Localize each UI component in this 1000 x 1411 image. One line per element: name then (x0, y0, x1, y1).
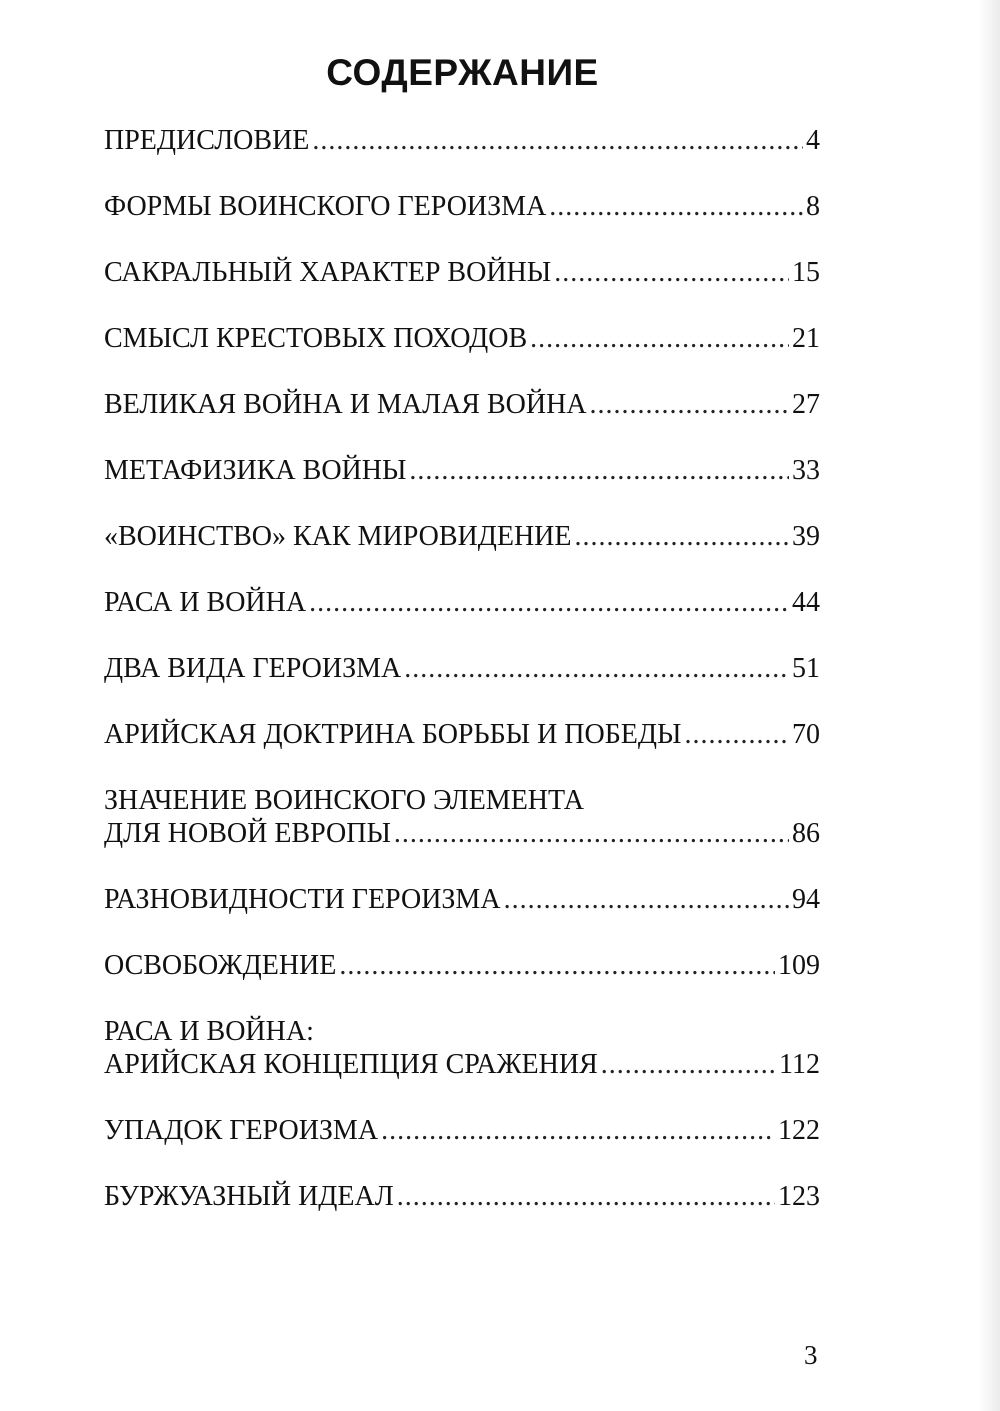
toc-entry-title: ДВА ВИДА ГЕРОИЗМА (104, 653, 402, 684)
toc-entry-page: 39 (792, 521, 820, 552)
toc-entry-page: 4 (806, 125, 820, 156)
toc-entry (104, 949, 820, 982)
toc-entry-title: МЕТАФИЗИКА ВОЙНЫ (104, 455, 407, 486)
toc-entry-title: «ВОИНСТВО» КАК МИРОВИДЕНИЕ (104, 521, 572, 552)
toc-entry-title: ВЕЛИКАЯ ВОЙНА И МАЛАЯ ВОЙНА (104, 389, 587, 420)
toc-entry (104, 520, 820, 553)
toc-entry-page: 109 (778, 950, 820, 981)
toc-entry-title: РАСА И ВОЙНА (104, 587, 307, 618)
toc-entry (104, 1114, 820, 1147)
toc-entry-title: САКРАЛЬНЫЙ ХАРАКТЕР ВОЙНЫ (104, 257, 552, 288)
toc-entry (104, 586, 820, 619)
toc-entry (104, 652, 820, 685)
toc-entry (104, 1180, 820, 1213)
page-number: 3 (804, 1340, 818, 1370)
toc-entry-page: 70 (792, 719, 820, 750)
dot-leader (312, 124, 803, 157)
dot-leader (530, 322, 789, 355)
toc-entry-page: 122 (778, 1115, 820, 1146)
toc-entry-page: 94 (792, 884, 820, 915)
toc-entry-title: ФОРМЫ ВОИНСКОГО ГЕРОИЗМА (104, 191, 547, 222)
dot-leader (504, 883, 789, 916)
toc-entry-page: 33 (792, 455, 820, 486)
toc-entry (104, 1015, 820, 1081)
toc-entry (104, 388, 820, 421)
toc-entry (104, 718, 820, 751)
toc-entry-title-line1: РАСА И ВОЙНА: (104, 1016, 314, 1047)
toc-entry (104, 256, 820, 289)
dot-leader (409, 454, 789, 487)
dot-leader (397, 1180, 775, 1213)
toc-entry-title: АРИЙСКАЯ КОНЦЕПЦИЯ СРАЖЕНИЯ (104, 1049, 598, 1080)
contents-heading: СОДЕРЖАНИЕ (326, 52, 599, 93)
table-of-contents (104, 124, 820, 1246)
toc-entry (104, 784, 820, 850)
toc-entry-title: ДЛЯ НОВОЙ ЕВРОПЫ (104, 818, 391, 849)
toc-entry (104, 883, 820, 916)
toc-entry-title: ПРЕДИСЛОВИЕ (104, 125, 310, 156)
toc-entry-page: 51 (792, 653, 820, 684)
toc-entry-title: СМЫСЛ КРЕСТОВЫХ ПОХОДОВ (104, 323, 528, 354)
toc-entry (104, 454, 820, 487)
toc-entry-title: УПАДОК ГЕРОИЗМА (104, 1115, 379, 1146)
dot-leader (339, 949, 775, 982)
dot-leader (574, 520, 789, 553)
toc-entry-title: ОСВОБОЖДЕНИЕ (104, 950, 337, 981)
dot-leader (549, 190, 803, 223)
toc-entry-title: РАЗНОВИДНОСТИ ГЕРОИЗМА (104, 884, 501, 915)
toc-entry-page: 21 (792, 323, 820, 354)
dot-leader (309, 586, 789, 619)
toc-entry-preface (104, 124, 820, 157)
toc-entry-page: 15 (792, 257, 820, 288)
dot-leader (404, 652, 789, 685)
toc-entry-page: 112 (779, 1049, 820, 1080)
toc-entry-page: 8 (806, 191, 820, 222)
dot-leader (394, 817, 789, 850)
dot-leader (554, 256, 789, 289)
toc-entry-title: БУРЖУАЗНЫЙ ИДЕАЛ (104, 1181, 394, 1212)
toc-entry-title-line1: ЗНАЧЕНИЕ ВОИНСКОГО ЭЛЕМЕНТА (104, 785, 584, 816)
toc-entry-page: 123 (778, 1181, 820, 1212)
toc-entry (104, 190, 820, 223)
dot-leader (590, 388, 789, 421)
toc-entry-page: 86 (792, 818, 820, 849)
dot-leader (684, 718, 789, 751)
page-edge-shadow (978, 0, 1000, 1411)
toc-entry (104, 322, 820, 355)
toc-entry-title: АРИЙСКАЯ ДОКТРИНА БОРЬБЫ И ПОБЕДЫ (104, 719, 682, 750)
dot-leader (601, 1048, 776, 1081)
toc-entry-page: 27 (792, 389, 820, 420)
dot-leader (381, 1114, 775, 1147)
toc-entry-page: 44 (792, 587, 820, 618)
